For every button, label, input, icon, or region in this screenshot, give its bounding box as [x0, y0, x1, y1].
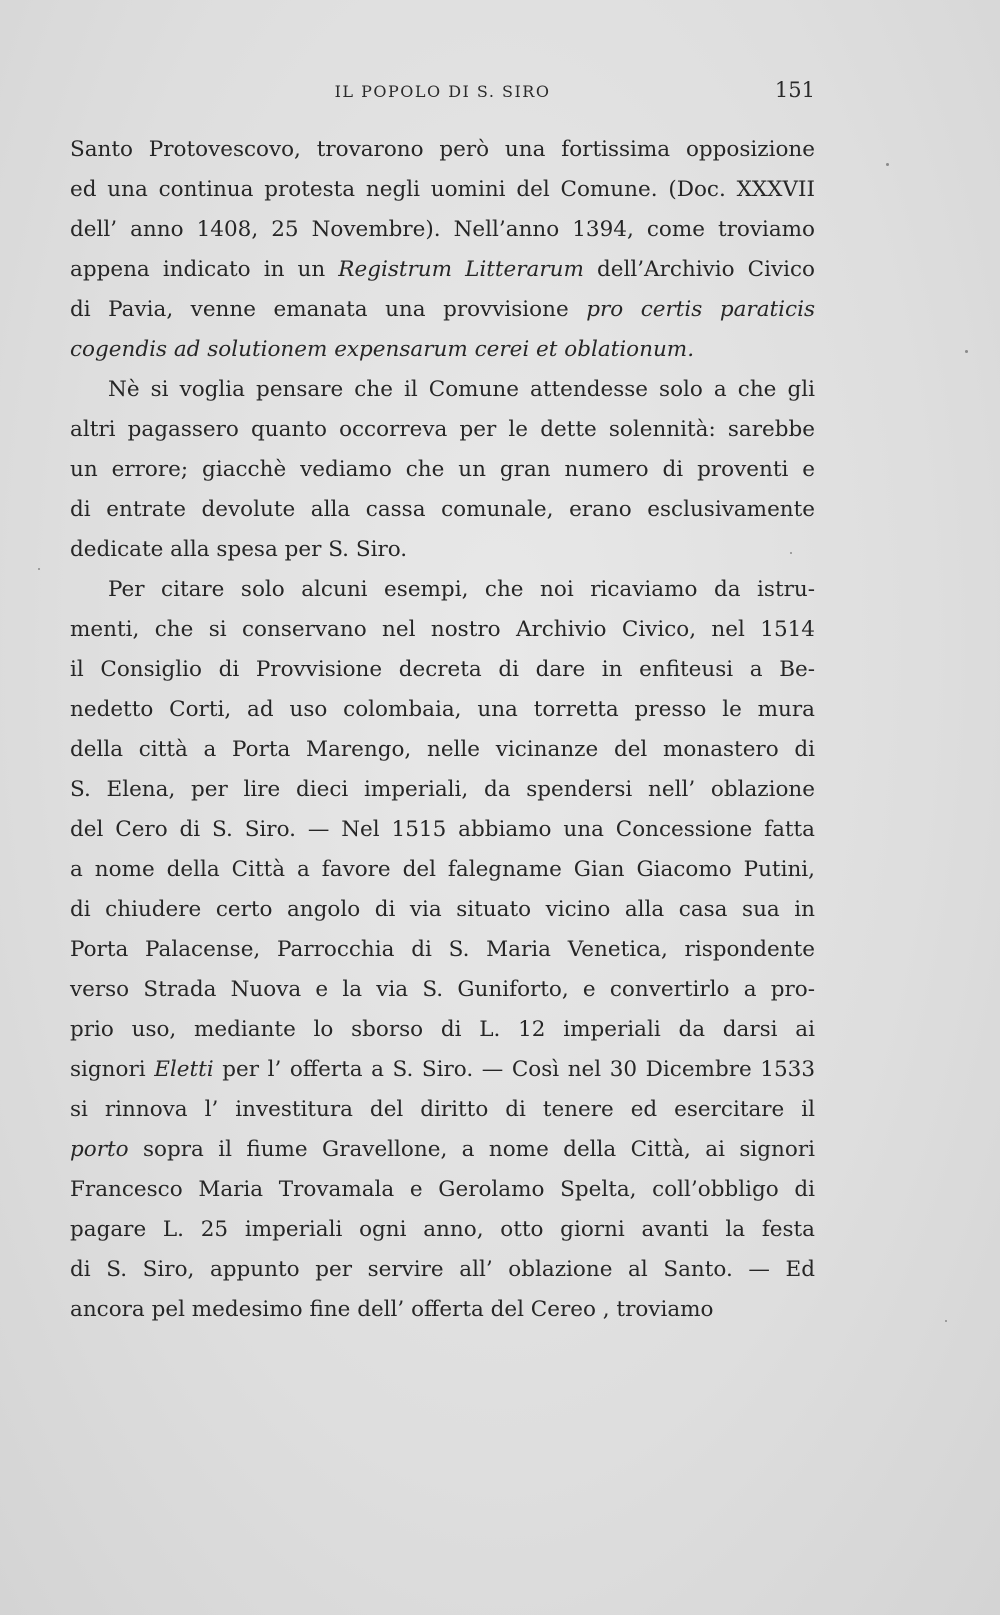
text-run: menti, che si conservano nel nostro Archivio Civico, nel 1514: [70, 617, 815, 642]
paragraph: [70, 570, 815, 1330]
text-line: [70, 1010, 815, 1050]
text-line: [70, 1130, 815, 1170]
body-text: [70, 130, 815, 1330]
italic-text-run: Eletti: [154, 1057, 214, 1082]
text-run: il Consiglio di Provvisione decreta di dare in enfiteusi a Be-: [70, 657, 815, 682]
text-run: Porta Palacense, Parrocchia di S. Maria Venetica, rispondente: [70, 937, 815, 962]
text-run: della città a Porta Marengo, nelle vicinanze del monastero di: [70, 737, 815, 762]
paper-speck: [38, 568, 40, 570]
text-line: [70, 370, 815, 410]
text-line: [70, 530, 815, 570]
paper-speck: [886, 163, 889, 166]
paper-speck: [790, 552, 792, 554]
text-run: dell’Archivio Civico: [583, 257, 815, 282]
italic-text-run: cogendis ad solutionem expensarum cerei et oblationum.: [70, 337, 695, 362]
text-run: Francesco Maria Trovamala e Gerolamo Spelta, coll’obbligo di: [70, 1177, 815, 1202]
text-line: [70, 730, 815, 770]
text-line: [70, 250, 815, 290]
text-line: [70, 1250, 815, 1290]
text-run: signori: [70, 1057, 155, 1082]
text-run: per l’ offerta a S. Siro. — Così nel 30 Dicembre 1533: [213, 1057, 816, 1082]
text-line: [70, 930, 815, 970]
text-run: ancora pel medesimo fine dell’ offerta del Cereo , troviamo: [70, 1297, 714, 1322]
text-run: appena indicato in un: [70, 257, 339, 282]
text-line: [70, 1090, 815, 1130]
paper-speck: [965, 350, 968, 353]
running-title: IL POPOLO DI S. SIRO: [334, 82, 551, 101]
page-number: 151: [774, 78, 815, 102]
text-line: [70, 330, 815, 370]
text-run: di chiudere certo angolo di via situato vicino alla casa sua in: [70, 897, 815, 922]
paper-speck: [945, 1320, 947, 1322]
text-line: [70, 610, 815, 650]
text-line: [70, 450, 815, 490]
running-head: [70, 78, 815, 108]
text-line: [70, 1050, 815, 1090]
text-line: [70, 1170, 815, 1210]
text-run: ed una continua protesta negli uomini del Comune. (Doc. XXXVII: [70, 177, 815, 202]
paragraph: [70, 370, 815, 570]
text-line: [70, 890, 815, 930]
text-line: [70, 810, 815, 850]
text-run: prio uso, mediante lo sborso di L. 12 imperiali da darsi ai: [70, 1017, 815, 1042]
text-run: altri pagassero quanto occorreva per le dette solennità: sarebbe: [70, 417, 815, 442]
paragraph: [70, 130, 815, 370]
text-line: [70, 690, 815, 730]
text-run: Nè si voglia pensare che il Comune attendesse solo a che gli: [108, 377, 815, 402]
text-run: nedetto Corti, ad uso colombaia, una torretta presso le mura: [70, 697, 815, 722]
text-run: verso Strada Nuova e la via S. Guniforto, e convertirlo a pro-: [70, 977, 815, 1002]
text-run: del Cero di S. Siro. — Nel 1515 abbiamo una Concessione fatta: [70, 817, 815, 842]
text-run: di entrate devolute alla cassa comunale, erano esclusivamente: [70, 497, 815, 522]
text-line: [70, 650, 815, 690]
text-run: S. Elena, per lire dieci imperiali, da spendersi nell’ oblazione: [70, 777, 815, 802]
text-line: [70, 490, 815, 530]
text-run: un errore; giacchè vediamo che un gran numero di proventi e: [70, 457, 815, 482]
text-run: Santo Protovescovo, trovarono però una fortissima opposizione: [70, 137, 815, 162]
text-line: [70, 1290, 815, 1330]
text-line: [70, 170, 815, 210]
text-line: [70, 1210, 815, 1250]
text-run: si rinnova l’ investitura del diritto di tenere ed esercitare il: [70, 1097, 815, 1122]
text-run: Per citare solo alcuni esempi, che noi ricaviamo da istru-: [108, 577, 815, 602]
text-line: [70, 850, 815, 890]
italic-text-run: pro certis paraticis: [586, 297, 815, 322]
text-line: [70, 210, 815, 250]
text-line: [70, 410, 815, 450]
text-run: di S. Siro, appunto per servire all’ oblazione al Santo. — Ed: [70, 1257, 815, 1282]
text-run: pagare L. 25 imperiali ogni anno, otto giorni avanti la festa: [70, 1217, 815, 1242]
text-line: [70, 130, 815, 170]
italic-text-run: porto: [70, 1137, 129, 1162]
text-line: [70, 770, 815, 810]
italic-text-run: Registrum Litterarum: [338, 257, 584, 282]
text-line: [70, 290, 815, 330]
text-line: [70, 970, 815, 1010]
text-run: sopra il fiume Gravellone, a nome della Città, ai signori: [128, 1137, 815, 1162]
text-run: di Pavia, venne emanata una provvisione: [70, 297, 587, 322]
text-line: [70, 570, 815, 610]
text-run: a nome della Città a favore del falegname Gian Giacomo Putini,: [70, 857, 815, 882]
text-run: dell’ anno 1408, 25 Novembre). Nell’anno 1394, come troviamo: [70, 217, 815, 242]
text-run: dedicate alla spesa per S. Siro.: [70, 537, 408, 562]
